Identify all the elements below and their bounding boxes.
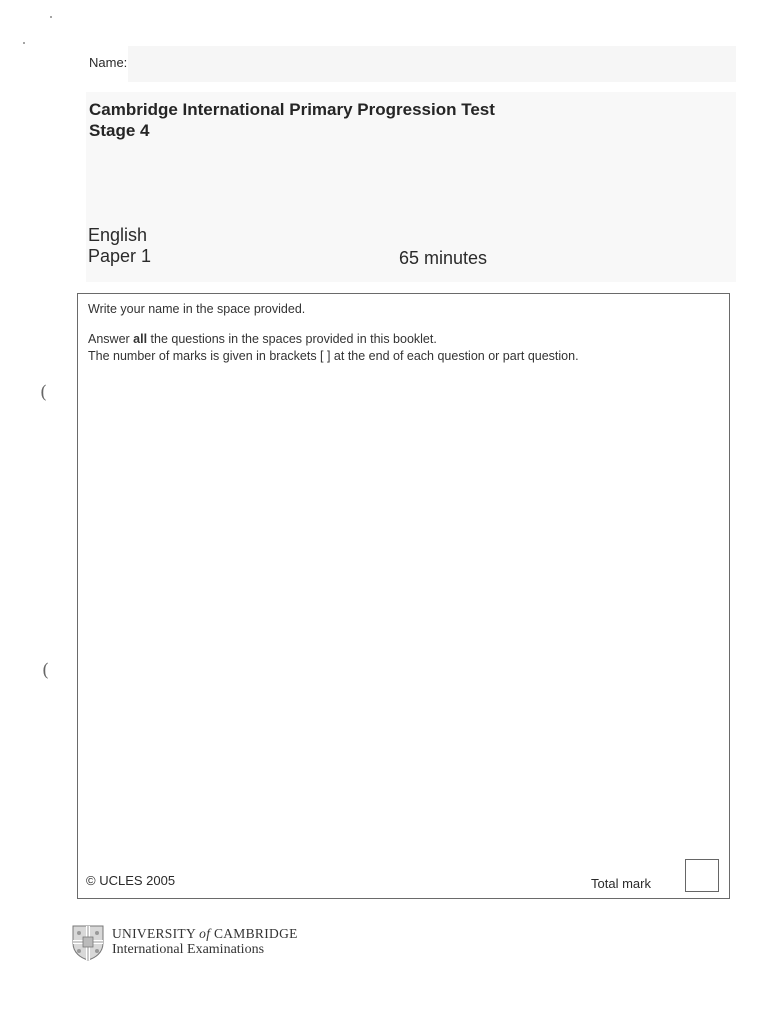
university-name bbox=[112, 926, 298, 942]
subject-label: English bbox=[88, 225, 148, 245]
copyright-notice: © UCLES 2005 bbox=[86, 873, 176, 888]
instruction-emphasis: all bbox=[133, 332, 148, 346]
cambridge-crest-icon bbox=[72, 925, 104, 961]
scan-shading bbox=[128, 46, 736, 82]
instruction-line bbox=[88, 332, 437, 346]
duration-label: 65 minutes bbox=[399, 248, 488, 268]
scan-dot bbox=[23, 42, 25, 44]
stage-label: Stage 4 bbox=[89, 121, 150, 140]
total-mark-label: Total mark bbox=[591, 876, 651, 891]
paper-label: Paper 1 bbox=[88, 246, 152, 266]
university-text: CAMBRIDGE bbox=[210, 926, 298, 941]
university-text: of bbox=[199, 926, 211, 941]
total-mark-box[interactable] bbox=[685, 859, 719, 892]
punch-hole-mark: ( bbox=[40, 382, 48, 403]
examinations-label: International Examinations bbox=[112, 942, 265, 957]
instruction-line: The number of marks is given in brackets [ ] at the end of each question or part question. bbox=[88, 349, 579, 363]
instruction-text: the questions in the spaces provided in this booklet. bbox=[147, 332, 437, 346]
name-label: Name: bbox=[89, 55, 128, 70]
punch-hole-mark: ( bbox=[42, 660, 50, 681]
test-title: Cambridge International Primary Progression Test bbox=[89, 100, 495, 119]
instruction-text: Answer bbox=[88, 332, 134, 346]
university-text: UNIVERSITY bbox=[112, 926, 200, 941]
instructions-box bbox=[77, 293, 730, 899]
scan-dot bbox=[50, 16, 52, 18]
instruction-line: Write your name in the space provided. bbox=[88, 302, 306, 316]
